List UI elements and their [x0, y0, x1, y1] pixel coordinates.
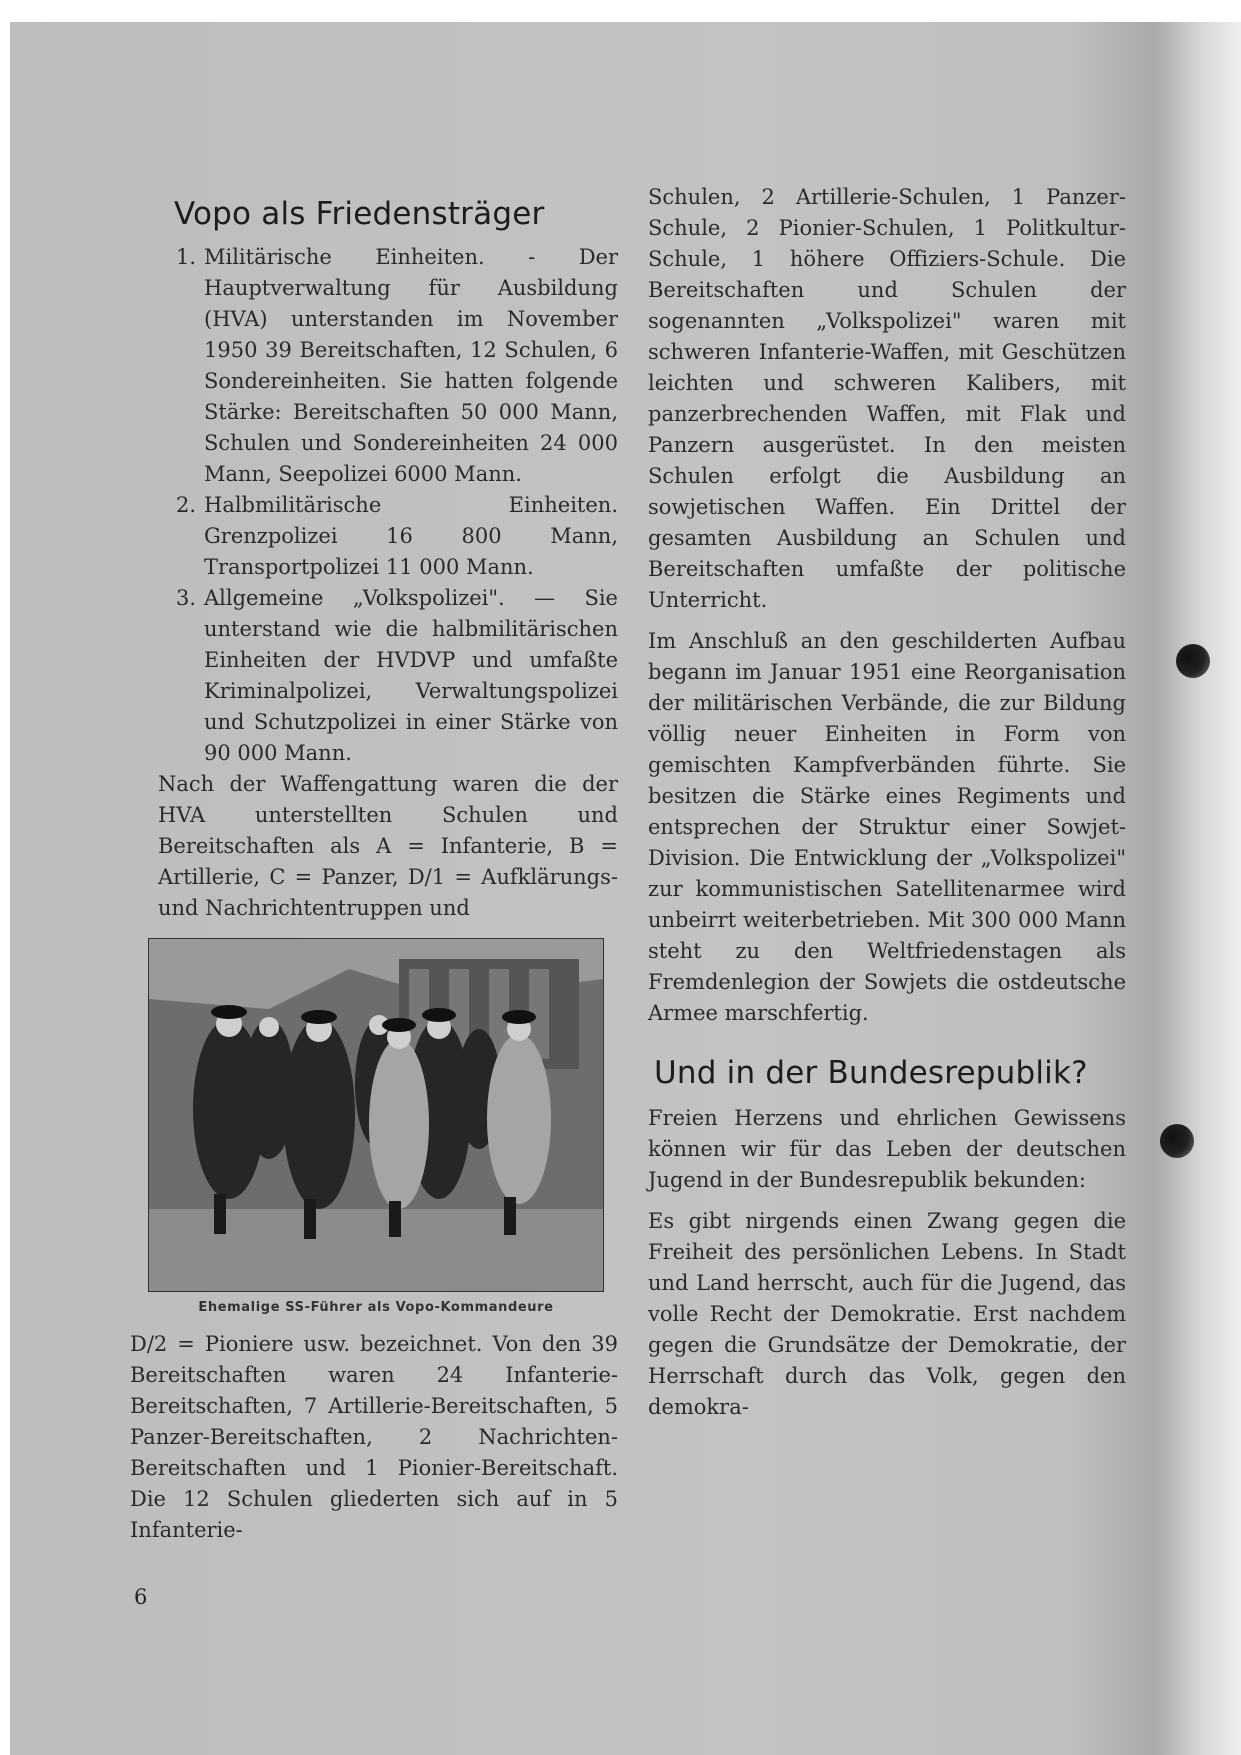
section-heading: Vopo als Friedensträger [174, 196, 545, 232]
section-heading: Und in der Bundesrepublik? [654, 1055, 1088, 1091]
punch-hole-bottom [1160, 1124, 1194, 1158]
body-paragraph: Nach der Waffengattung waren die der HVA unterstellten Schulen und Bereitschaften als A = Infanterie, B = Artillerie, C = Panzer, D/1 = Aufklärungs- und Nachrichtentruppen und [158, 772, 618, 920]
body-paragraph: Schulen, 2 Artillerie-Schulen, 1 Panzer-Schule, 2 Pionier-Schulen, 1 Politkultur-Schule, 1 höhere Offiziers-Schule. Die Bereitschaften und Schulen der sogenannten „Volkspolizei" waren mit schweren Infanterie-Waffen, mit Geschützen leichten und schweren Kalibers, mit panzerbrechenden Waffen, mit Flak und Panzern ausgerüstet. In den meisten Schulen erfolgt die Ausbildung an sowjetischen Waffen. Ein Drittel der gesamten Ausbildung an Schulen und Bereitschaften umfaßte der politische Unterricht. [648, 185, 1126, 612]
punch-hole-top [1176, 644, 1210, 678]
right-column [648, 185, 1126, 1433]
list-item [156, 583, 618, 769]
list-item [156, 242, 618, 490]
list-text: Halbmilitärische Einheiten. Grenzpolizei 16 800 Mann, Transportpolizei 11 000 Mann. [204, 493, 618, 579]
list-item [156, 490, 618, 583]
left-column [130, 196, 618, 1546]
list-number: 2. [176, 493, 197, 517]
marching-officers-photo [148, 938, 604, 1292]
body-paragraph: Es gibt nirgends einen Zwang gegen die Freiheit des persönlichen Lebens. In Stadt und Land herrscht, auch für die Jugend, das volle Recht der Demokratie. Erst nachdem gegen die Grundsätze der Demokratie, der Herrschaft durch das Volk, gegen den demokra- [648, 1209, 1126, 1419]
page-number: 6 [134, 1585, 148, 1609]
list-number: 1. [176, 245, 197, 269]
list-text: Militärische Einheiten. - Der Hauptverwaltung für Ausbildung (HVA) unterstanden im November 1950 39 Bereitschaften, 12 Schulen, 6 Sondereinheiten. Sie hatten folgende Stärke: Bereitschaften 50 000 Mann, Schulen und Sondereinheiten 24 000 Mann, Seepolizei 6000 Mann. [204, 245, 618, 486]
body-paragraph: Im Anschluß an den geschilderten Aufbau begann im Januar 1951 eine Reorganisation der militärischen Verbände, die zur Bildung völlig neuer Einheiten in Form von gemischten Kampfverbänden führte. Sie besitzen die Stärke eines Regiments und entsprechen der Struktur einer Sowjet-Division. Die Entwicklung der „Volkspolizei" zur kommunistischen Satellitenarmee wird unbeirrt weiterbetrieben. Mit 300 000 Mann steht zu den Weltfriedenstagen als Fremdenlegion der Sowjets die ostdeutsche Armee marschfertig. [648, 629, 1126, 1025]
photo-illustration [149, 939, 603, 1291]
photo-caption: Ehemalige SS-Führer als Vopo-Kommandeure [198, 1300, 554, 1315]
list-text: Allgemeine „Volkspolizei". — Sie unterstand wie die halbmilitärischen Einheiten der HVDVP und umfaßte Kriminalpolizei, Verwaltungspolizei und Schutzpolizei in einer Stärke von 90 000 Mann. [204, 586, 618, 765]
body-paragraph: Freien Herzens und ehrlichen Gewissens können wir für das Leben der deutschen Jugend in der Bundesrepublik bekunden: [648, 1106, 1126, 1192]
photo-figure [148, 938, 604, 1315]
unit-list [156, 242, 618, 769]
body-paragraph: D/2 = Pioniere usw. bezeichnet. Von den 39 Bereitschaften waren 24 Infanterie-Bereitschaften, 7 Artillerie-Bereitschaften, 5 Panzer-Bereitschaften, 2 Nachrichten-Bereitschaften und 1 Pionier-Bereitschaft. Die 12 Schulen gliederten sich auf in 5 Infanterie- [130, 1332, 618, 1542]
list-number: 3. [176, 586, 197, 610]
